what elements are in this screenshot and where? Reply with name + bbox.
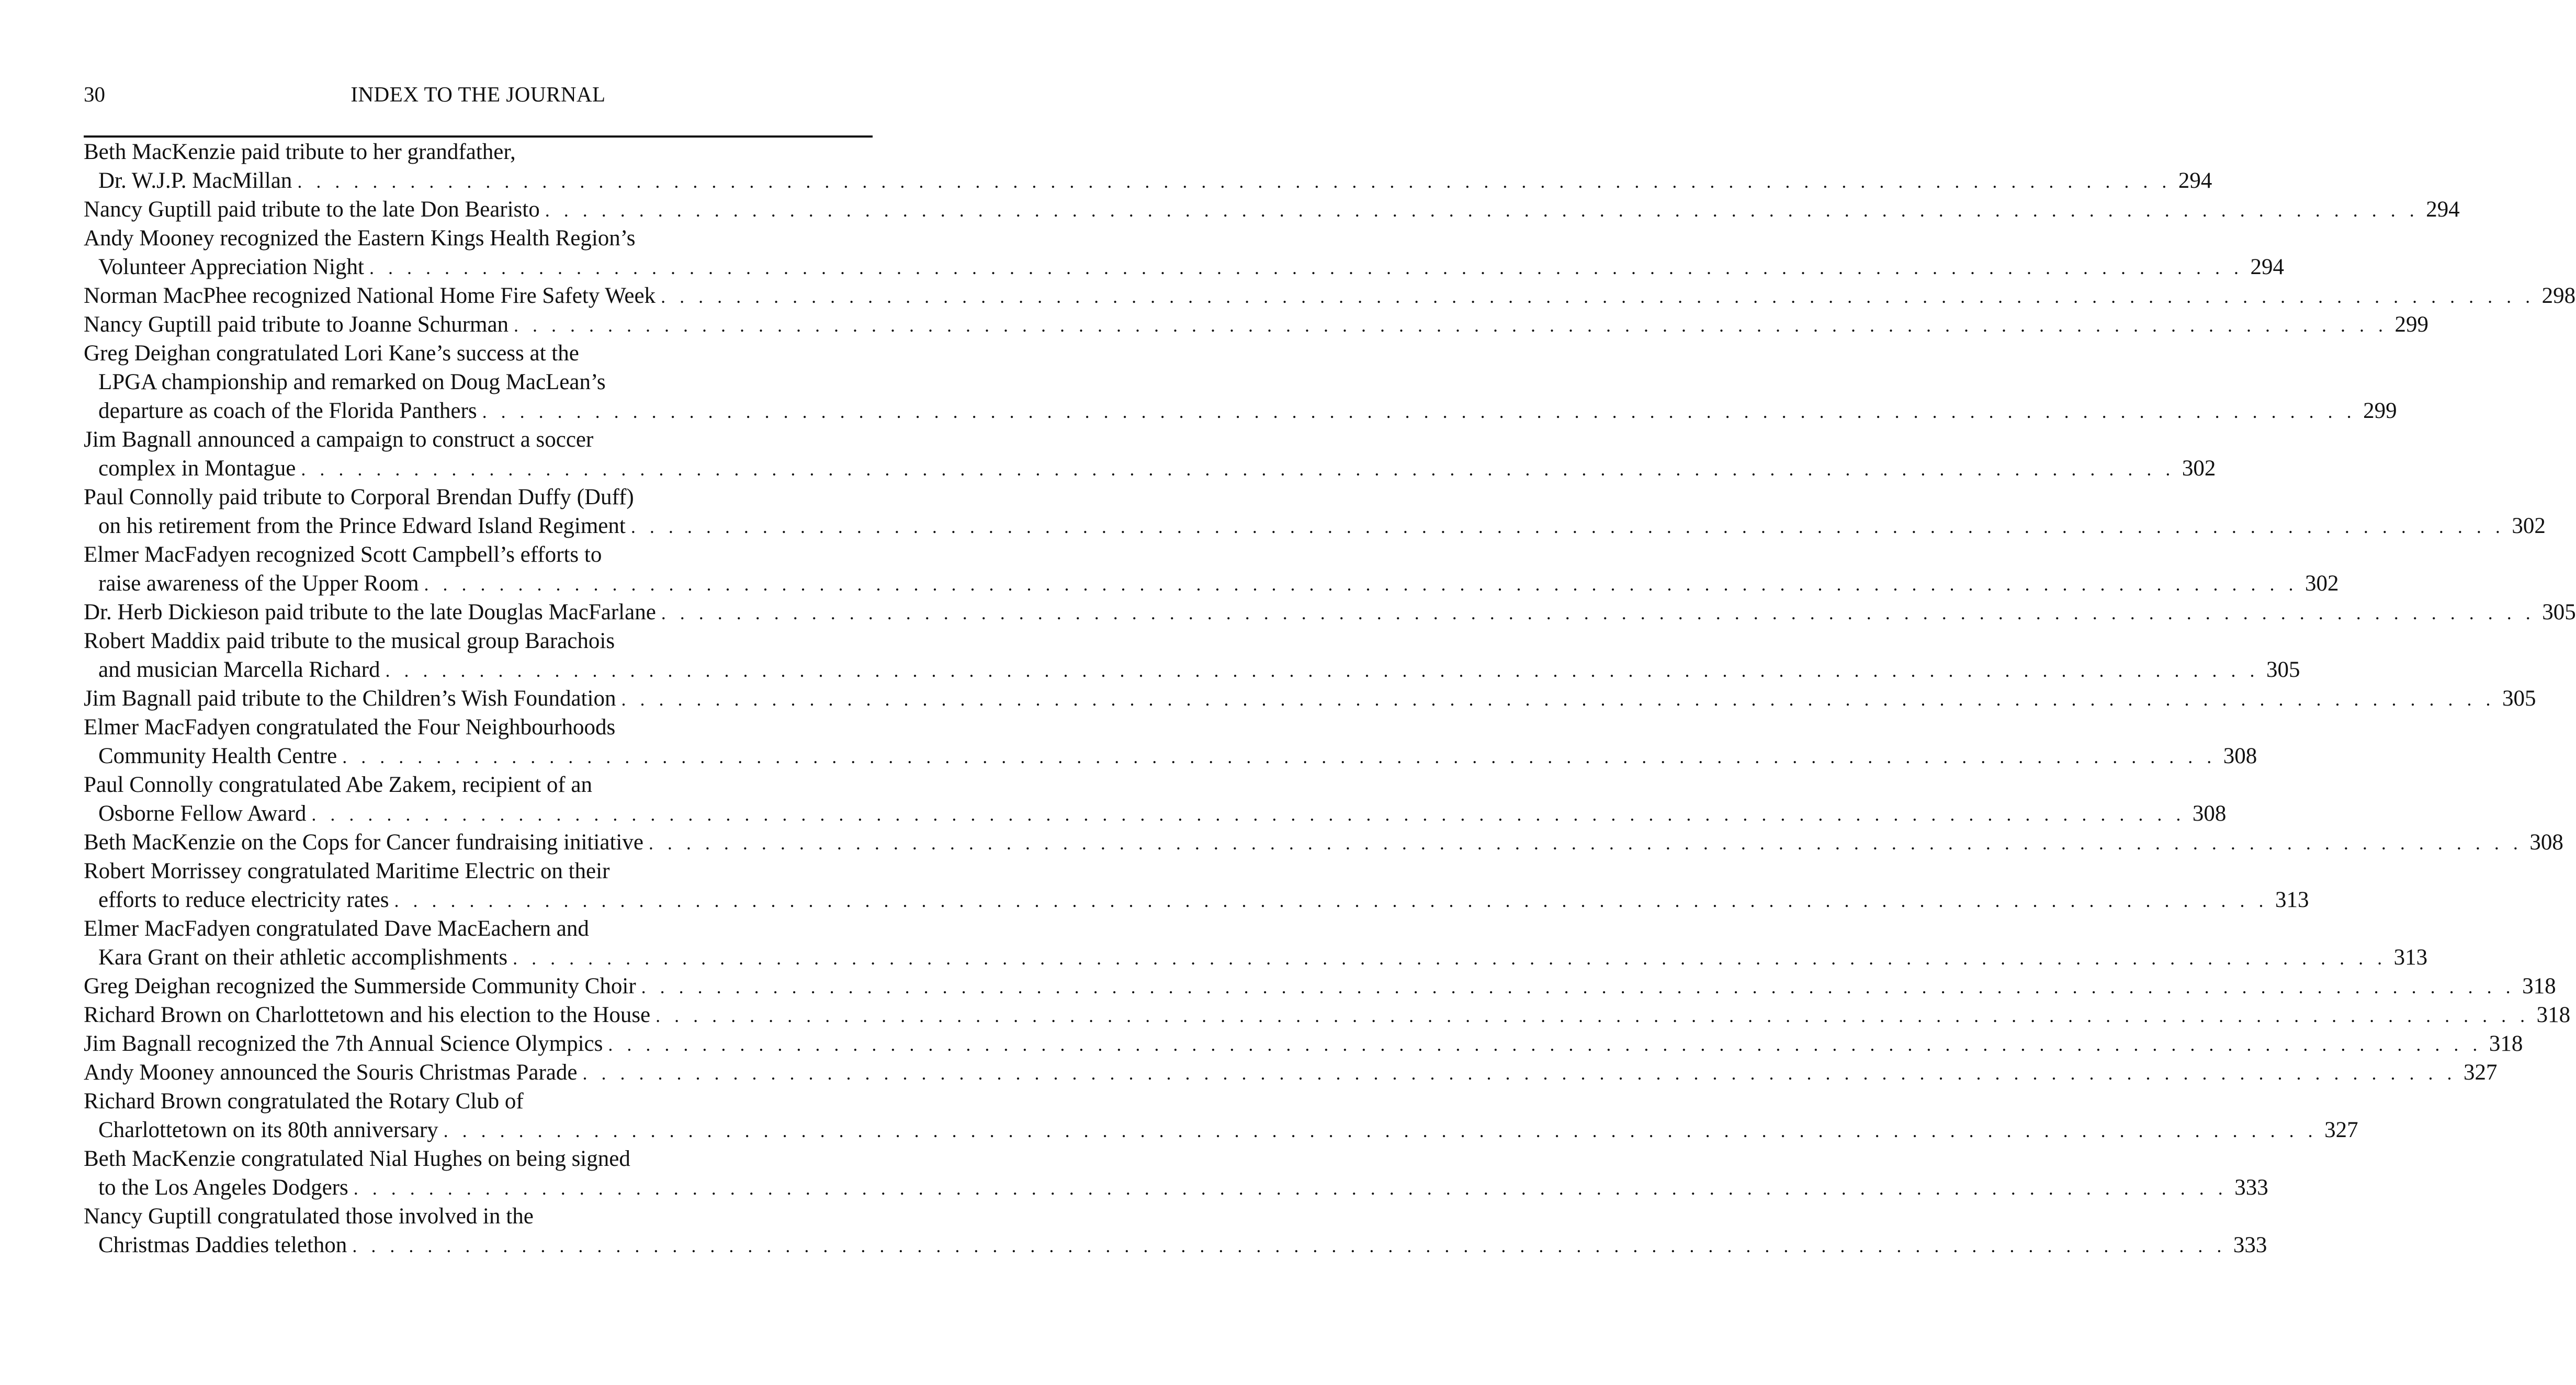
entry-text: Nancy Guptill paid tribute to Joanne Schurman: [84, 312, 509, 337]
page-reference: 294: [2178, 168, 2212, 193]
dot-leader: . . . . . . . . . . . . . . . . . . . . . . . . . . . . . . . . . . . . . . . . . . . . . . . . . . . . . . . . . . . . . . . . . . . . . . . . . . . . . . . . . . . . . . . . . . . . . . . . . . . .: [353, 1178, 2228, 1199]
index-entry: [84, 540, 2339, 598]
page-reference: 302: [2512, 514, 2546, 538]
entry-first-line: [84, 224, 873, 253]
index-entry: [84, 138, 2212, 195]
index-entry: [84, 1087, 2358, 1144]
page-reference: 305: [2266, 657, 2300, 682]
page-reference: 302: [2182, 456, 2216, 481]
dot-leader: . . . . . . . . . . . . . . . . . . . . . . . . . . . . . . . . . . . . . . . . . . . . . . . . . . . . . . . . . . . . . . . . . . . . . . . . . . . . . . . . . . . . . . . . . . . . . . . . . . . .: [482, 401, 2356, 422]
page-reference: 327: [2324, 1118, 2358, 1142]
entry-continuation-line: [84, 454, 2216, 483]
entry-first-line: [84, 310, 2429, 339]
entry-text: Paul Connolly paid tribute to Corporal Brendan Duffy (Duff): [84, 485, 634, 509]
entry-first-line: [84, 425, 873, 454]
entry-first-line: [84, 770, 873, 799]
entry-first-line: [84, 684, 2536, 713]
dot-leader: . . . . . . . . . . . . . . . . . . . . . . . . . . . . . . . . . . . . . . . . . . . . . . . . . . . . . . . . . . . . . . . . . . . . . . . . . . . . . . . . . . . . . . . . . . . . . . . . . . . .: [582, 1063, 2457, 1084]
index-entry: [84, 627, 2300, 684]
index-entry: [84, 224, 2284, 281]
entry-text: LPGA championship and remarked on Doug MacLean’s: [98, 370, 606, 394]
page-reference: 302: [2305, 571, 2339, 596]
entry-first-line: [84, 540, 873, 569]
entry-text: and musician Marcella Richard: [98, 657, 380, 682]
page-reference: 318: [2536, 1003, 2571, 1027]
index-entry: [84, 713, 2257, 770]
entry-first-line: [84, 138, 873, 166]
dot-leader: . . . . . . . . . . . . . . . . . . . . . . . . . . . . . . . . . . . . . . . . . . . . . . . . . . . . . . . . . . . . . . . . . . . . . . . . . . . . . . . . . . . . . . . . . . . . . . . . . . . .: [369, 257, 2243, 278]
index-entry: [84, 914, 2428, 972]
entry-first-line: [84, 598, 2576, 627]
page-reference: 308: [2529, 830, 2563, 855]
entry-text: Elmer MacFadyen recognized Scott Campbell’s efforts to: [84, 542, 602, 567]
dot-leader: . . . . . . . . . . . . . . . . . . . . . . . . . . . . . . . . . . . . . . . . . . . . . . . . . . . . . . . . . . . . . . . . . . . . . . . . . . . . . . . . . . . . . . . . . . . . . . . . . . . .: [443, 1120, 2318, 1141]
entry-continuation-line: [84, 655, 2300, 684]
page-reference: 318: [2522, 974, 2556, 998]
page-reference: 333: [2234, 1175, 2268, 1200]
entry-continuation-line: [84, 1173, 2268, 1202]
entry-text: Richard Brown congratulated the Rotary Club of: [84, 1089, 524, 1114]
entry-continuation-line: [84, 512, 2546, 540]
entry-text: Beth MacKenzie on the Cops for Cancer fundraising initiative: [84, 830, 643, 855]
entry-text: Osborne Fellow Award: [98, 801, 307, 826]
index-entries: [84, 138, 2576, 1259]
entry-text: raise awareness of the Upper Room: [98, 571, 419, 596]
page-reference: 313: [2393, 945, 2428, 970]
entry-first-line: [84, 914, 873, 943]
entry-text: Charlottetown on its 80th anniversary: [98, 1118, 438, 1142]
dot-leader: . . . . . . . . . . . . . . . . . . . . . . . . . . . . . . . . . . . . . . . . . . . . . . . . . . . . . . . . . . . . . . . . . . . . . . . . . . . . . . . . . . . . . . . . . . . . . . . . . . . .: [621, 689, 2495, 710]
page-reference: 305: [2502, 686, 2536, 711]
entry-text: Jim Bagnall recognized the 7th Annual Science Olympics: [84, 1031, 603, 1056]
entry-text: Dr. W.J.P. MacMillan: [98, 168, 292, 193]
index-entry: [84, 684, 2536, 713]
entry-text: Beth MacKenzie paid tribute to her grandfather,: [84, 140, 516, 164]
page-reference: 308: [2192, 801, 2227, 826]
page-reference: 299: [2394, 312, 2429, 337]
entry-text: departure as coach of the Florida Panthers: [98, 399, 477, 423]
index-entry: [84, 310, 2429, 339]
entry-continuation-line: [84, 742, 2257, 770]
dot-leader: . . . . . . . . . . . . . . . . . . . . . . . . . . . . . . . . . . . . . . . . . . . . . . . . . . . . . . . . . . . . . . . . . . . . . . . . . . . . . . . . . . . . . . . . . . . . . . . . . . . .: [352, 1235, 2227, 1256]
dot-leader: . . . . . . . . . . . . . . . . . . . . . . . . . . . . . . . . . . . . . . . . . . . . . . . . . . . . . . . . . . . . . . . . . . . . . . . . . . . . . . . . . . . . . . . . . . . . . . . . . . . .: [311, 804, 2186, 825]
entry-text: Robert Morrissey congratulated Maritime Electric on their: [84, 859, 610, 883]
entry-text: Greg Deighan recognized the Summerside Community Choir: [84, 974, 636, 998]
entry-continuation-line: [84, 1116, 2358, 1144]
index-entry: [84, 972, 2556, 1001]
entry-text: Elmer MacFadyen congratulated Dave MacEachern and: [84, 916, 589, 941]
dot-leader: . . . . . . . . . . . . . . . . . . . . . . . . . . . . . . . . . . . . . . . . . . . . . . . . . . . . . . . . . . . . . . . . . . . . . . . . . . . . . . . . . . . . . . . . . . . . . . . . . . . .: [608, 1034, 2482, 1055]
entry-continuation-line: [84, 569, 2339, 598]
entry-first-line: [84, 1001, 2571, 1029]
entry-text: Andy Mooney recognized the Eastern Kings Health Region’s: [84, 226, 636, 251]
entry-text: Kara Grant on their athletic accomplishments: [98, 945, 508, 970]
entry-text: complex in Montague: [98, 456, 296, 481]
entry-continuation-line: [84, 1231, 2267, 1259]
entry-text: Jim Bagnall paid tribute to the Children’s Wish Foundation: [84, 686, 616, 711]
page-reference: 313: [2275, 888, 2309, 912]
entry-first-line: [84, 1029, 2523, 1058]
page-reference: 318: [2489, 1031, 2523, 1056]
index-entry: [84, 1029, 2523, 1058]
dot-leader: . . . . . . . . . . . . . . . . . . . . . . . . . . . . . . . . . . . . . . . . . . . . . . . . . . . . . . . . . . . . . . . . . . . . . . . . . . . . . . . . . . . . . . . . . . . . . . . . . . . .: [342, 746, 2217, 767]
dot-leader: . . . . . . . . . . . . . . . . . . . . . . . . . . . . . . . . . . . . . . . . . . . . . . . . . . . . . . . . . . . . . . . . . . . . . . . . . . . . . . . . . . . . . . . . . . . . . . . . . . . .: [545, 200, 2419, 221]
page-reference: 298: [2541, 283, 2576, 308]
entry-first-line: [84, 713, 873, 742]
entry-first-line: [84, 972, 2556, 1001]
dot-leader: . . . . . . . . . . . . . . . . . . . . . . . . . . . . . . . . . . . . . . . . . . . . . . . . . . . . . . . . . . . . . . . . . . . . . . . . . . . . . . . . . . . . . . . . . . . . . . . . . . . .: [514, 315, 2388, 336]
dot-leader: . . . . . . . . . . . . . . . . . . . . . . . . . . . . . . . . . . . . . . . . . . . . . . . . . . . . . . . . . . . . . . . . . . . . . . . . . . . . . . . . . . . . . . . . . . . . . . . . . . . .: [641, 977, 2515, 997]
entry-continuation-line: [84, 253, 2284, 281]
entry-continuation-line: [84, 166, 2212, 195]
entry-text: Paul Connolly congratulated Abe Zakem, recipient of an: [84, 773, 592, 797]
page-reference: 333: [2233, 1233, 2267, 1257]
dot-leader: . . . . . . . . . . . . . . . . . . . . . . . . . . . . . . . . . . . . . . . . . . . . . . . . . . . . . . . . . . . . . . . . . . . . . . . . . . . . . . . . . . . . . . . . . . . . . . . . . . . .: [661, 286, 2535, 307]
entry-first-line: [84, 339, 873, 368]
index-entry: [84, 828, 2563, 857]
entry-continuation-line: [84, 799, 2227, 828]
entry-first-line: [84, 1202, 873, 1231]
page-header: [84, 78, 873, 110]
index-entry: [84, 195, 2460, 224]
entry-first-line: [84, 627, 873, 655]
dot-leader: . . . . . . . . . . . . . . . . . . . . . . . . . . . . . . . . . . . . . . . . . . . . . . . . . . . . . . . . . . . . . . . . . . . . . . . . . . . . . . . . . . . . . . . . . . . . . . . . . . . .: [661, 603, 2535, 623]
dot-leader: . . . . . . . . . . . . . . . . . . . . . . . . . . . . . . . . . . . . . . . . . . . . . . . . . . . . . . . . . . . . . . . . . . . . . . . . . . . . . . . . . . . . . . . . . . . . . . . . . . . .: [648, 833, 2523, 854]
index-entry: [84, 339, 2397, 425]
dot-leader: . . . . . . . . . . . . . . . . . . . . . . . . . . . . . . . . . . . . . . . . . . . . . . . . . . . . . . . . . . . . . . . . . . . . . . . . . . . . . . . . . . . . . . . . . . . . . . . . . . . .: [385, 660, 2259, 681]
index-entry: [84, 1001, 2571, 1029]
index-entry: [84, 1058, 2498, 1087]
page-reference: 327: [2463, 1060, 2498, 1085]
entry-continuation-line: [84, 396, 2397, 425]
entry-continuation-line: [84, 886, 2309, 914]
entry-first-line: [84, 828, 2563, 857]
entry-text: Nancy Guptill paid tribute to the late Don Bearisto: [84, 197, 540, 222]
dot-leader: . . . . . . . . . . . . . . . . . . . . . . . . . . . . . . . . . . . . . . . . . . . . . . . . . . . . . . . . . . . . . . . . . . . . . . . . . . . . . . . . . . . . . . . . . . . . . . . . . . . .: [394, 890, 2268, 911]
index-entry: [84, 483, 2546, 540]
entry-first-line: [84, 857, 873, 886]
entry-text: Dr. Herb Dickieson paid tribute to the late Douglas MacFarlane: [84, 600, 656, 625]
page-reference: 294: [2426, 197, 2460, 222]
dot-leader: . . . . . . . . . . . . . . . . . . . . . . . . . . . . . . . . . . . . . . . . . . . . . . . . . . . . . . . . . . . . . . . . . . . . . . . . . . . . . . . . . . . . . . . . . . . . . . . . . . . .: [630, 516, 2505, 537]
page-reference: 305: [2542, 600, 2576, 625]
entry-text: Andy Mooney announced the Souris Christmas Parade: [84, 1060, 578, 1085]
dot-leader: . . . . . . . . . . . . . . . . . . . . . . . . . . . . . . . . . . . . . . . . . . . . . . . . . . . . . . . . . . . . . . . . . . . . . . . . . . . . . . . . . . . . . . . . . . . . . . . . . . . .: [656, 1005, 2530, 1026]
entry-text: Christmas Daddies telethon: [98, 1233, 347, 1257]
entry-text: to the Los Angeles Dodgers: [98, 1175, 348, 1200]
entry-text: Community Health Centre: [98, 744, 337, 768]
index-entry: [84, 857, 2309, 914]
entry-first-line: [84, 1144, 873, 1173]
index-entry: [84, 281, 2576, 310]
running-title: INDEX TO THE JOURNAL: [351, 82, 606, 106]
entry-first-line: [84, 281, 2576, 310]
entry-first-line: [84, 1087, 873, 1116]
entry-text: Richard Brown on Charlottetown and his election to the House: [84, 1003, 651, 1027]
entry-text: Elmer MacFadyen congratulated the Four Neighbourhoods: [84, 715, 616, 740]
entry-continuation-line: [84, 943, 2428, 972]
entry-first-line: [84, 1058, 2498, 1087]
entry-text: Volunteer Appreciation Night: [98, 255, 364, 279]
dot-leader: . . . . . . . . . . . . . . . . . . . . . . . . . . . . . . . . . . . . . . . . . . . . . . . . . . . . . . . . . . . . . . . . . . . . . . . . . . . . . . . . . . . . . . . . . . . . . . . . . . . .: [424, 574, 2298, 595]
entry-text: Robert Maddix paid tribute to the musical group Barachois: [84, 629, 615, 653]
index-entry: [84, 1202, 2267, 1259]
index-entry: [84, 770, 2227, 828]
index-entry: [84, 598, 2576, 627]
dot-leader: . . . . . . . . . . . . . . . . . . . . . . . . . . . . . . . . . . . . . . . . . . . . . . . . . . . . . . . . . . . . . . . . . . . . . . . . . . . . . . . . . . . . . . . . . . . . . . . . . . . .: [513, 948, 2387, 969]
page-reference: 299: [2363, 399, 2397, 423]
entry-continuation-line: [84, 368, 873, 396]
dot-leader: . . . . . . . . . . . . . . . . . . . . . . . . . . . . . . . . . . . . . . . . . . . . . . . . . . . . . . . . . . . . . . . . . . . . . . . . . . . . . . . . . . . . . . . . . . . . . . . . . . . .: [297, 171, 2172, 192]
entry-text: on his retirement from the Prince Edward Island Regiment: [98, 514, 626, 538]
entry-text: Nancy Guptill congratulated those involved in the: [84, 1204, 534, 1229]
page-reference: 308: [2223, 744, 2257, 768]
entry-text: efforts to reduce electricity rates: [98, 888, 389, 912]
entry-text: Beth MacKenzie congratulated Nial Hughes on being signed: [84, 1146, 630, 1171]
page-number: 30: [84, 82, 105, 106]
dot-leader: . . . . . . . . . . . . . . . . . . . . . . . . . . . . . . . . . . . . . . . . . . . . . . . . . . . . . . . . . . . . . . . . . . . . . . . . . . . . . . . . . . . . . . . . . . . . . . . . . . . .: [301, 459, 2175, 480]
index-entry: [84, 425, 2216, 483]
entry-text: Norman MacPhee recognized National Home Fire Safety Week: [84, 283, 656, 308]
entry-first-line: [84, 483, 873, 512]
entry-text: Jim Bagnall announced a campaign to construct a soccer: [84, 427, 594, 452]
index-entry: [84, 1144, 2268, 1202]
entry-text: Greg Deighan congratulated Lori Kane’s success at the: [84, 341, 579, 366]
page-reference: 294: [2250, 255, 2284, 279]
entry-first-line: [84, 195, 2460, 224]
